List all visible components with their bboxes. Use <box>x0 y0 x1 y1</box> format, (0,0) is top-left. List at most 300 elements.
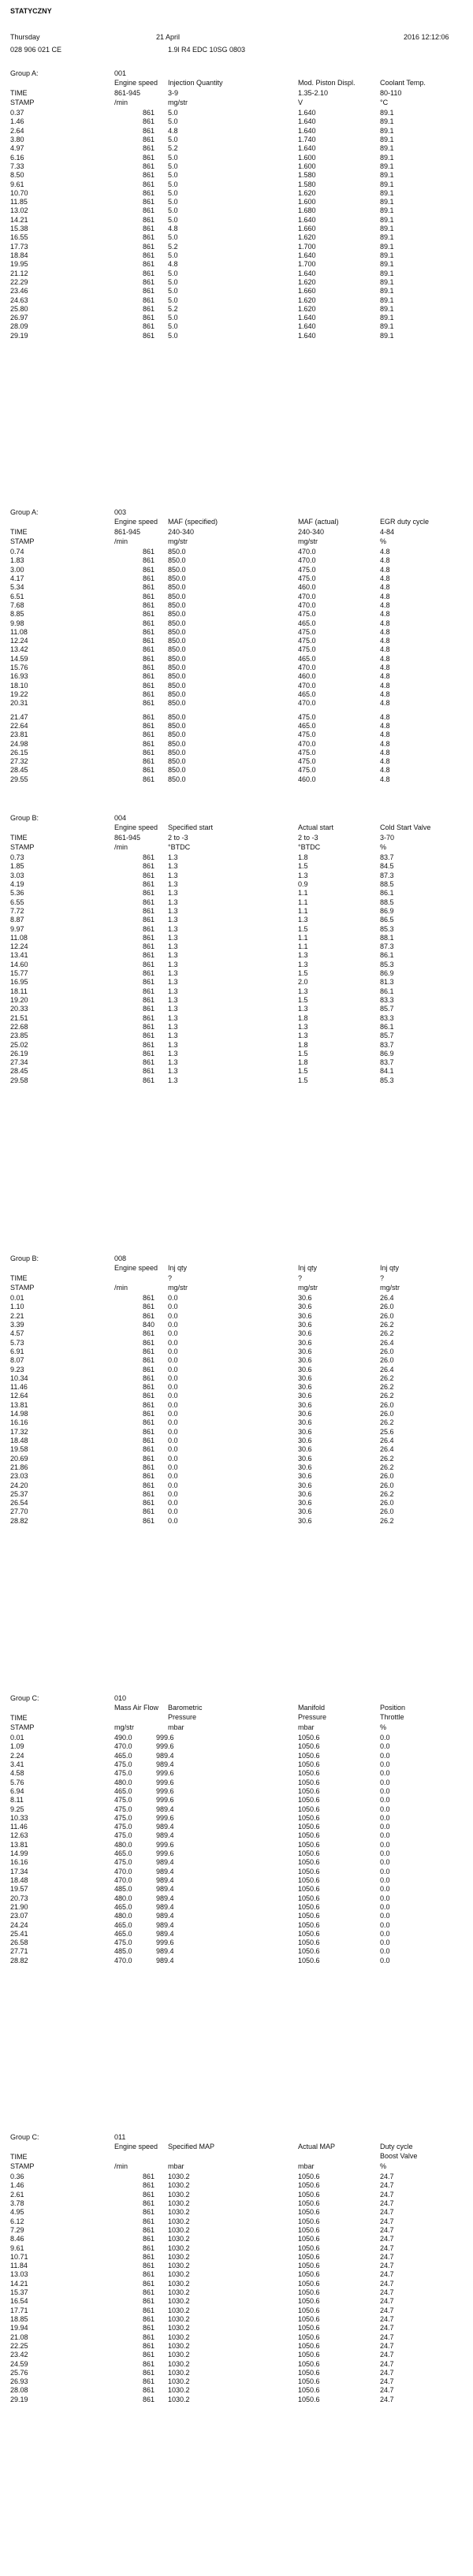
cell-speed: 861 <box>142 1383 155 1392</box>
column-header: Mod. Piston Displ. <box>298 79 356 87</box>
time-label: TIME <box>10 89 28 97</box>
cell-value-3: 24.7 <box>380 2243 394 2252</box>
cell-value-2: 1050.6 <box>298 2262 320 2270</box>
cell-speed: 861 <box>142 1445 155 1454</box>
cell-stamp: 26.58 <box>10 1939 28 1947</box>
cell-stamp: 9.61 <box>10 180 24 188</box>
cell-stamp: 7.72 <box>10 906 24 915</box>
cell-stamp: 22.25 <box>10 2341 28 2350</box>
cell-value-3: 0.0 <box>380 1805 390 1813</box>
cell-value-1: 1.3 <box>168 951 178 960</box>
cell-value-2: 1.5 <box>298 1076 308 1084</box>
cell-value-1: 1.3 <box>168 1040 178 1049</box>
cell-value-1: 1030.2 <box>168 2395 190 2403</box>
cell-speed: 861 <box>142 924 155 933</box>
cell-stamp: 1.10 <box>10 1303 24 1311</box>
cell-stamp: 12.63 <box>10 1831 28 1840</box>
cell-value-2: 30.6 <box>298 1400 312 1409</box>
cell-value-1: 989.4 <box>156 1912 174 1920</box>
cell-value-1: 1030.2 <box>168 2252 190 2261</box>
cell-value-2: 1.620 <box>298 233 316 242</box>
cell-stamp: 26.15 <box>10 748 28 756</box>
cell-speed: 861 <box>142 2181 155 2190</box>
cell-value-1: 1.3 <box>168 924 178 933</box>
cell-speed: 861 <box>142 951 155 960</box>
cell-value-3: 84.1 <box>380 1067 394 1076</box>
column-header: MAF (actual) <box>298 518 339 526</box>
cell-value-3: 4.8 <box>380 739 390 748</box>
cell-value-0: 470.0 <box>114 1742 132 1751</box>
cell-value-2: 470.0 <box>298 592 316 600</box>
cell-value-3: 89.1 <box>380 296 394 304</box>
cell-value-1: 5.0 <box>168 180 178 188</box>
cell-value-1: 5.0 <box>168 153 178 162</box>
cell-value-2: 1.660 <box>298 225 316 232</box>
cell-value-2: 1.700 <box>298 260 316 269</box>
cell-stamp: 29.55 <box>10 775 28 783</box>
cell-value-3: 26.2 <box>380 1320 394 1329</box>
cell-value-3: 26.0 <box>380 1356 394 1365</box>
cell-value-1: 0.0 <box>168 1481 178 1489</box>
cell-value-0: 480.0 <box>114 1840 132 1849</box>
header-part-number: 028 906 021 CE <box>10 46 62 54</box>
column-header: Duty cycle <box>380 2143 413 2150</box>
cell-value-1: 1030.2 <box>168 2173 190 2180</box>
cell-value-2: 1050.6 <box>298 2173 320 2180</box>
cell-value-2: 475.0 <box>298 637 316 645</box>
cell-value-1: 1.3 <box>168 889 178 898</box>
cell-stamp: 8.50 <box>10 171 24 180</box>
cell-stamp: 8.85 <box>10 610 24 619</box>
cell-speed: 861 <box>142 627 155 636</box>
cell-stamp: 18.84 <box>10 251 28 259</box>
cell-speed: 861 <box>142 1294 155 1302</box>
cell-value-1: 850.0 <box>168 600 186 609</box>
cell-value-2: 2.0 <box>298 978 308 987</box>
cell-stamp: 26.97 <box>10 314 28 322</box>
cell-stamp: 6.16 <box>10 153 24 162</box>
cell-speed: 861 <box>142 853 155 861</box>
cell-speed: 861 <box>142 135 155 143</box>
cell-value-3: 24.7 <box>380 2297 394 2306</box>
cell-stamp: 0.74 <box>10 548 24 556</box>
cell-value-1: 1030.2 <box>168 2315 190 2323</box>
range-value: 4-84 <box>380 528 395 536</box>
cell-stamp: 28.82 <box>10 1956 28 1965</box>
cell-value-1: 5.2 <box>168 144 178 153</box>
cell-speed: 861 <box>142 969 155 977</box>
cell-value-1: 999.6 <box>156 1849 174 1857</box>
cell-value-1: 989.4 <box>156 1920 174 1929</box>
cell-value-1: 850.0 <box>168 645 186 654</box>
cell-value-2: 1050.6 <box>298 2279 320 2288</box>
cell-value-1: 5.0 <box>168 198 178 206</box>
cell-value-2: 1.5 <box>298 924 308 933</box>
cell-value-0: 480.0 <box>114 1778 132 1786</box>
cell-speed: 861 <box>142 637 155 645</box>
cell-speed: 861 <box>142 1481 155 1489</box>
cell-value-3: 24.7 <box>380 2377 394 2386</box>
cell-stamp: 18.11 <box>10 987 28 995</box>
cell-value-3: 89.1 <box>380 251 394 259</box>
cell-value-3: 0.0 <box>380 1751 390 1760</box>
cell-speed: 861 <box>142 1410 155 1418</box>
cell-value-1: 850.0 <box>168 690 186 698</box>
cell-speed: 861 <box>142 600 155 609</box>
cell-value-0: 475.0 <box>114 1805 132 1813</box>
cell-stamp: 28.82 <box>10 1516 28 1525</box>
cell-stamp: 28.45 <box>10 766 28 775</box>
cell-value-2: 30.6 <box>298 1294 312 1302</box>
cell-value-1: 989.4 <box>156 1929 174 1938</box>
cell-speed: 861 <box>142 681 155 690</box>
cell-speed: 861 <box>142 2262 155 2270</box>
range-value: 861-945 <box>114 528 141 536</box>
cell-value-3: 4.8 <box>380 712 390 721</box>
unit-label: % <box>380 2162 387 2170</box>
range-value: 240-340 <box>168 528 195 536</box>
cell-value-3: 0.0 <box>380 1920 390 1929</box>
cell-value-2: 1.5 <box>298 969 308 977</box>
cell-value-2: 465.0 <box>298 690 316 698</box>
cell-stamp: 16.16 <box>10 1418 28 1427</box>
column-header-line2: Throttle <box>380 1713 404 1721</box>
cell-value-2: 1.3 <box>298 960 308 968</box>
cell-value-3: 89.1 <box>380 269 394 277</box>
cell-value-1: 4.8 <box>168 260 178 269</box>
cell-speed: 861 <box>142 1356 155 1365</box>
cell-value-3: 86.9 <box>380 969 394 977</box>
cell-value-0: 470.0 <box>114 1876 132 1884</box>
cell-stamp: 5.76 <box>10 1778 24 1786</box>
cell-speed: 861 <box>142 1067 155 1076</box>
cell-stamp: 12.64 <box>10 1392 28 1400</box>
cell-value-2: 30.6 <box>298 1356 312 1365</box>
cell-value-3: 26.2 <box>380 1383 394 1392</box>
cell-value-1: 0.0 <box>168 1365 178 1373</box>
cell-value-3: 89.1 <box>380 171 394 180</box>
cell-speed: 861 <box>142 775 155 783</box>
cell-value-1: 999.6 <box>156 1840 174 1849</box>
cell-value-2: 1.640 <box>298 322 316 331</box>
cell-value-2: 30.6 <box>298 1373 312 1382</box>
cell-speed: 861 <box>142 592 155 600</box>
cell-value-2: 1050.6 <box>298 1902 320 1911</box>
cell-speed: 861 <box>142 1400 155 1409</box>
cell-stamp: 19.20 <box>10 996 28 1004</box>
cell-speed: 861 <box>142 2199 155 2207</box>
cell-value-3: 89.1 <box>380 117 394 126</box>
cell-speed: 861 <box>142 2270 155 2279</box>
cell-stamp: 4.58 <box>10 1769 24 1778</box>
cell-value-2: 1.8 <box>298 1040 308 1049</box>
cell-speed: 861 <box>142 739 155 748</box>
cell-value-3: 4.8 <box>380 645 390 654</box>
cell-value-2: 1.600 <box>298 198 316 206</box>
cell-value-3: 4.8 <box>380 583 390 592</box>
cell-speed: 861 <box>142 2208 155 2217</box>
cell-value-3: 24.7 <box>380 2288 394 2296</box>
cell-value-2: 1050.6 <box>298 1947 320 1956</box>
cell-value-2: 1050.6 <box>298 1912 320 1920</box>
cell-value-3: 0.0 <box>380 1742 390 1751</box>
cell-value-1: 1.3 <box>168 1013 178 1022</box>
cell-value-3: 4.8 <box>380 600 390 609</box>
cell-value-1: 4.8 <box>168 225 178 232</box>
range-value: ? <box>380 1274 385 1282</box>
cell-speed: 861 <box>142 251 155 259</box>
cell-value-3: 26.2 <box>380 1463 394 1471</box>
unit-label: mg/str <box>168 1284 188 1292</box>
cell-value-1: 0.0 <box>168 1472 178 1481</box>
cell-value-3: 26.4 <box>380 1445 394 1454</box>
cell-value-1: 0.0 <box>168 1445 178 1454</box>
cell-speed: 861 <box>142 2341 155 2350</box>
cell-value-1: 0.0 <box>168 1410 178 1418</box>
cell-value-3: 89.1 <box>380 287 394 296</box>
cell-value-0: 465.0 <box>114 1751 132 1760</box>
cell-value-1: 5.0 <box>168 162 178 170</box>
cell-stamp: 2.24 <box>10 1751 24 1760</box>
cell-value-1: 1.3 <box>168 898 178 906</box>
cell-stamp: 7.33 <box>10 162 24 170</box>
cell-stamp: 21.08 <box>10 2333 28 2341</box>
cell-value-0: 465.0 <box>114 1902 132 1911</box>
group-label: Group B: <box>10 1255 39 1262</box>
range-value: 861-945 <box>114 834 141 842</box>
cell-speed: 861 <box>142 906 155 915</box>
cell-speed: 861 <box>142 1022 155 1031</box>
cell-value-3: 4.8 <box>380 619 390 627</box>
cell-stamp: 24.59 <box>10 2359 28 2368</box>
cell-speed: 861 <box>142 287 155 296</box>
cell-stamp: 22.64 <box>10 721 28 730</box>
cell-value-2: 30.6 <box>298 1410 312 1418</box>
cell-value-3: 89.1 <box>380 242 394 251</box>
cell-value-2: 1.580 <box>298 180 316 188</box>
cell-value-1: 1.3 <box>168 933 178 942</box>
cell-value-2: 1.700 <box>298 242 316 251</box>
cell-stamp: 10.33 <box>10 1813 28 1822</box>
cell-stamp: 9.98 <box>10 619 24 627</box>
cell-stamp: 11.84 <box>10 2262 28 2270</box>
group-label: Group C: <box>10 2133 39 2141</box>
cell-value-2: 475.0 <box>298 610 316 619</box>
cell-value-1: 850.0 <box>168 556 186 565</box>
cell-value-1: 850.0 <box>168 730 186 739</box>
cell-stamp: 4.57 <box>10 1329 24 1338</box>
cell-value-1: 0.0 <box>168 1454 178 1463</box>
range-value: ? <box>168 1274 173 1282</box>
cell-value-2: 30.6 <box>298 1365 312 1373</box>
cell-speed: 861 <box>142 619 155 627</box>
cell-value-3: 4.8 <box>380 637 390 645</box>
cell-value-2: 1050.6 <box>298 2306 320 2314</box>
cell-value-1: 999.6 <box>156 1813 174 1822</box>
cell-stamp: 18.48 <box>10 1437 28 1444</box>
cell-value-3: 89.1 <box>380 162 394 170</box>
cell-stamp: 12.24 <box>10 942 28 951</box>
cell-speed: 861 <box>142 1365 155 1373</box>
cell-speed: 861 <box>142 1437 155 1444</box>
cell-value-3: 26.0 <box>380 1311 394 1320</box>
cell-value-3: 4.8 <box>380 775 390 783</box>
unit-label: /min <box>114 2162 128 2170</box>
cell-value-1: 850.0 <box>168 748 186 756</box>
cell-value-1: 5.0 <box>168 296 178 304</box>
cell-value-3: 26.0 <box>380 1347 394 1355</box>
cell-stamp: 16.95 <box>10 978 28 987</box>
cell-stamp: 26.54 <box>10 1499 28 1507</box>
cell-value-3: 83.3 <box>380 1013 394 1022</box>
cell-speed: 861 <box>142 1373 155 1382</box>
cell-speed: 861 <box>142 757 155 766</box>
cell-value-3: 24.7 <box>380 2324 394 2333</box>
cell-stamp: 23.46 <box>10 287 28 296</box>
cell-speed: 861 <box>142 162 155 170</box>
cell-value-3: 88.5 <box>380 879 394 888</box>
cell-value-3: 85.3 <box>380 924 394 933</box>
cell-value-1: 989.4 <box>156 1902 174 1911</box>
cell-value-2: 1.3 <box>298 1032 308 1040</box>
cell-value-1: 5.0 <box>168 277 178 286</box>
cell-speed: 861 <box>142 296 155 304</box>
cell-value-2: 1.3 <box>298 871 308 879</box>
unit-label: mbar <box>298 1723 315 1731</box>
unit-label: % <box>380 537 387 545</box>
cell-stamp: 14.60 <box>10 960 28 968</box>
cell-speed: 861 <box>142 1427 155 1436</box>
cell-value-2: 1050.6 <box>298 2252 320 2261</box>
cell-stamp: 22.68 <box>10 1022 28 1031</box>
cell-value-3: 4.8 <box>380 672 390 681</box>
unit-label: °BTDC <box>168 843 191 851</box>
range-value: 3-9 <box>168 89 179 97</box>
cell-value-2: 1.680 <box>298 206 316 215</box>
cell-speed: 861 <box>142 198 155 206</box>
cell-value-2: 460.0 <box>298 775 316 783</box>
cell-stamp: 28.45 <box>10 1067 28 1076</box>
cell-value-3: 26.2 <box>380 1418 394 1427</box>
cell-value-2: 1050.6 <box>298 1831 320 1840</box>
cell-value-2: 470.0 <box>298 548 316 556</box>
cell-value-1: 0.0 <box>168 1338 178 1347</box>
cell-value-2: 475.0 <box>298 766 316 775</box>
cell-stamp: 6.94 <box>10 1786 24 1795</box>
cell-value-3: 26.0 <box>380 1481 394 1489</box>
cell-value-2: 1050.6 <box>298 1734 320 1741</box>
cell-value-1: 1030.2 <box>168 2288 190 2296</box>
cell-stamp: 6.91 <box>10 1347 24 1355</box>
cell-value-2: 1050.6 <box>298 2190 320 2199</box>
cell-value-3: 89.1 <box>380 314 394 322</box>
group-number: 004 <box>114 814 127 822</box>
cell-stamp: 13.42 <box>10 645 28 654</box>
cell-value-3: 0.0 <box>380 1858 390 1867</box>
cell-value-3: 0.0 <box>380 1929 390 1938</box>
column-header: Engine speed <box>114 79 158 87</box>
group-number: 001 <box>114 69 127 77</box>
cell-value-1: 850.0 <box>168 766 186 775</box>
cell-value-2: 1050.6 <box>298 1813 320 1822</box>
cell-stamp: 13.81 <box>10 1400 28 1409</box>
cell-value-1: 850.0 <box>168 775 186 783</box>
cell-value-3: 86.1 <box>380 987 394 995</box>
cell-speed: 861 <box>142 242 155 251</box>
cell-value-3: 4.8 <box>380 627 390 636</box>
cell-stamp: 27.71 <box>10 1947 28 1956</box>
cell-value-2: 1050.6 <box>298 1786 320 1795</box>
cell-stamp: 11.85 <box>10 198 28 206</box>
cell-speed: 861 <box>142 1040 155 1049</box>
cell-speed: 861 <box>142 712 155 721</box>
cell-value-1: 1.3 <box>168 960 178 968</box>
cell-value-1: 1030.2 <box>168 2181 190 2190</box>
cell-value-2: 1050.6 <box>298 2217 320 2225</box>
cell-value-3: 4.8 <box>380 574 390 582</box>
cell-value-3: 24.7 <box>380 2395 394 2403</box>
cell-value-1: 1030.2 <box>168 2217 190 2225</box>
cell-value-3: 4.8 <box>380 610 390 619</box>
cell-speed: 861 <box>142 2235 155 2243</box>
cell-speed: 861 <box>142 565 155 574</box>
cell-value-2: 1.3 <box>298 916 308 924</box>
cell-speed: 861 <box>142 2217 155 2225</box>
cell-stamp: 16.54 <box>10 2297 28 2306</box>
column-header: Inj qty <box>168 1264 188 1272</box>
cell-value-2: 475.0 <box>298 757 316 766</box>
cell-value-1: 5.2 <box>168 304 178 313</box>
unit-label: mbar <box>298 2162 315 2170</box>
cell-speed: 861 <box>142 2395 155 2403</box>
cell-speed: 861 <box>142 180 155 188</box>
cell-stamp: 3.00 <box>10 565 24 574</box>
cell-stamp: 21.90 <box>10 1902 28 1911</box>
cell-value-1: 850.0 <box>168 610 186 619</box>
cell-value-1: 1030.2 <box>168 2297 190 2306</box>
cell-value-1: 1030.2 <box>168 2333 190 2341</box>
cell-speed: 861 <box>142 978 155 987</box>
unit-label: °BTDC <box>298 843 321 851</box>
cell-value-2: 1.5 <box>298 1067 308 1076</box>
cell-speed: 861 <box>142 2324 155 2333</box>
cell-value-1: 850.0 <box>168 565 186 574</box>
stamp-label: STAMP <box>10 2162 35 2170</box>
range-value: 861-945 <box>114 89 141 97</box>
cell-speed: 861 <box>142 654 155 663</box>
cell-value-2: 1050.6 <box>298 1939 320 1947</box>
cell-value-0: 465.0 <box>114 1786 132 1795</box>
unit-label: °C <box>380 99 389 106</box>
cell-stamp: 0.36 <box>10 2173 24 2180</box>
cell-value-3: 0.0 <box>380 1823 390 1831</box>
cell-speed: 861 <box>142 2333 155 2341</box>
group-number: 010 <box>114 1694 127 1702</box>
cell-value-3: 24.7 <box>380 2190 394 2199</box>
cell-value-2: 1050.6 <box>298 1920 320 1929</box>
cell-speed: 861 <box>142 556 155 565</box>
cell-value-2: 475.0 <box>298 712 316 721</box>
cell-speed: 861 <box>142 879 155 888</box>
cell-value-3: 26.0 <box>380 1410 394 1418</box>
cell-stamp: 15.77 <box>10 969 28 977</box>
unit-label: % <box>380 843 387 851</box>
cell-value-3: 4.8 <box>380 664 390 671</box>
cell-value-1: 1030.2 <box>168 2377 190 2386</box>
cell-value-2: 1.640 <box>298 331 316 340</box>
cell-value-1: 999.6 <box>156 1778 174 1786</box>
cell-value-3: 89.1 <box>380 188 394 197</box>
